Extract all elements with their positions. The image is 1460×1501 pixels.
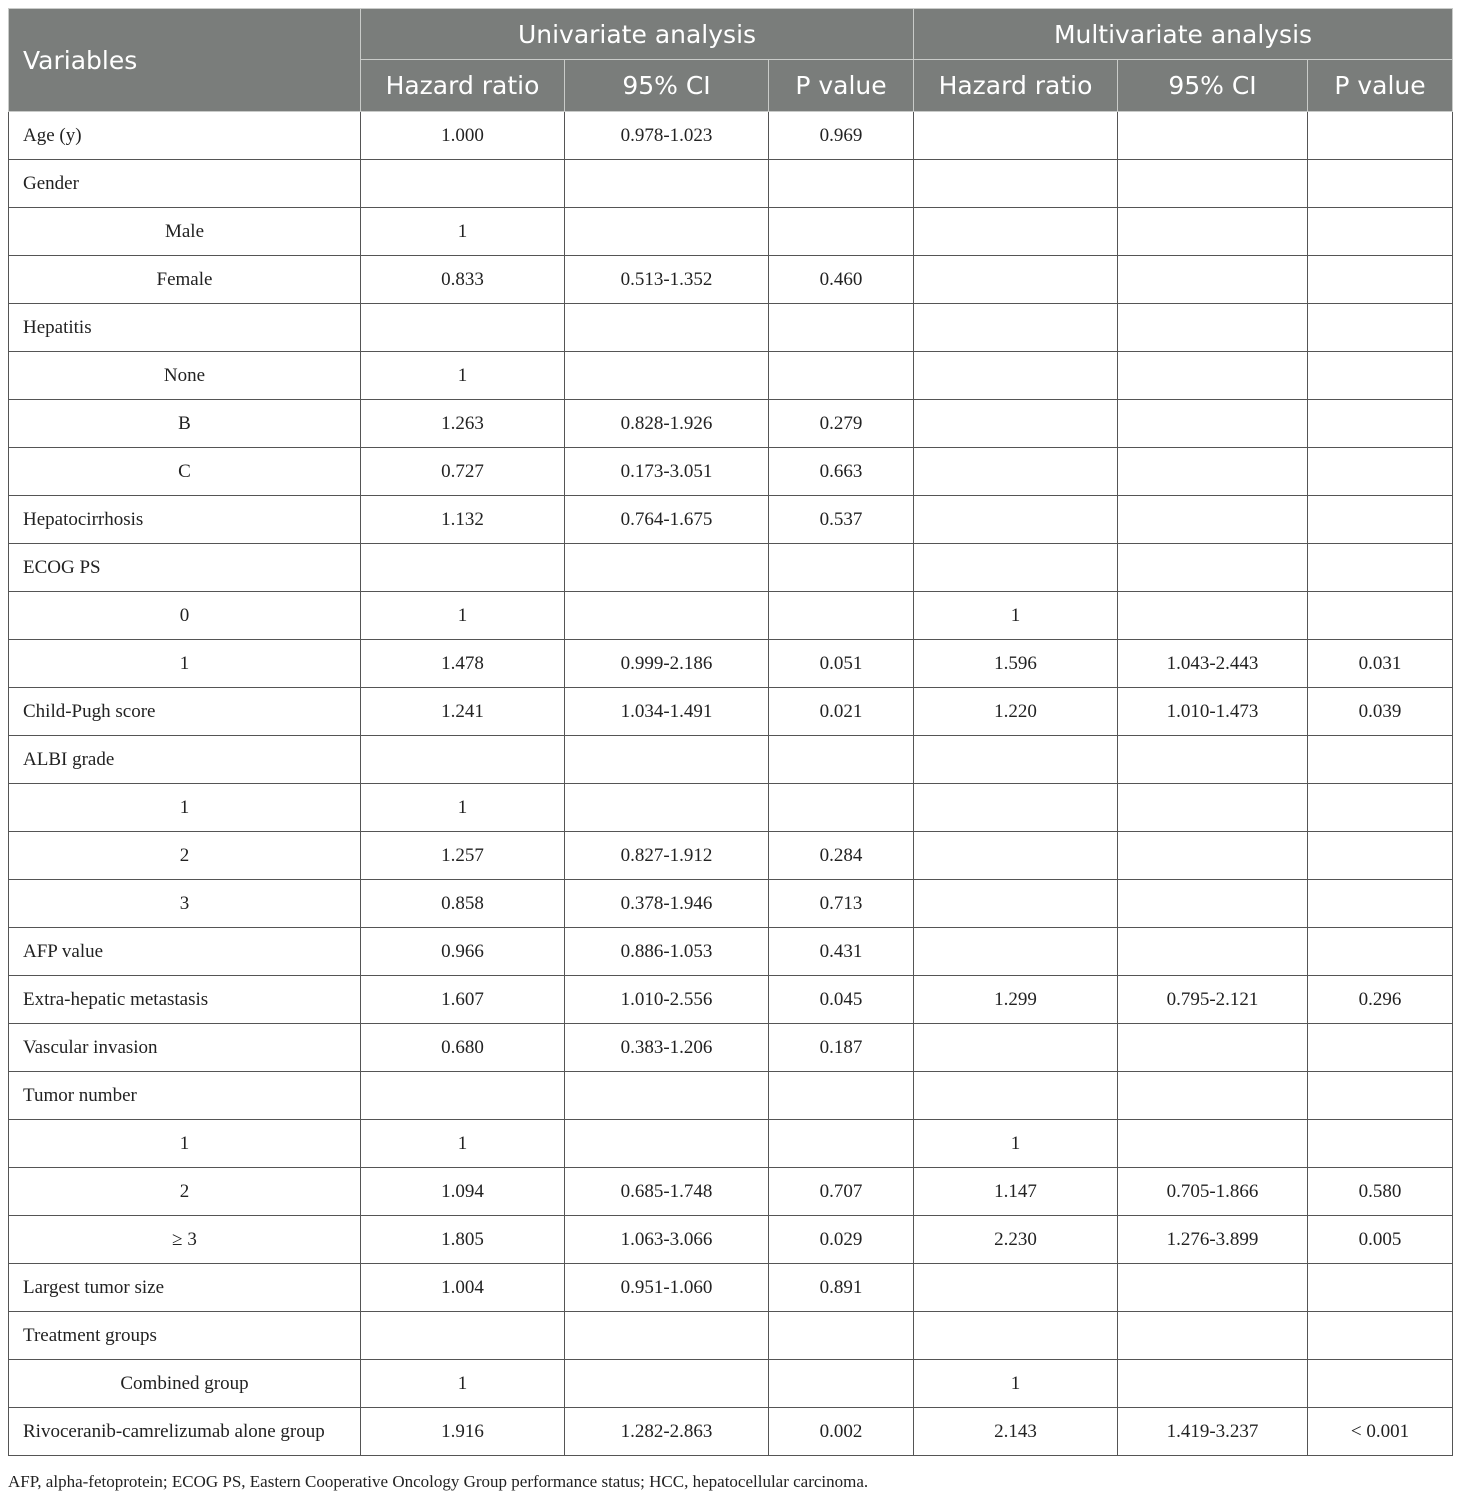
multi-hazard-ratio-cell: 1 [914, 1120, 1118, 1168]
multi-hazard-ratio-cell [914, 1312, 1118, 1360]
multi-ci-cell [1118, 1072, 1308, 1120]
uni-hazard-ratio-cell [361, 736, 565, 784]
uni-hazard-ratio-cell: 0.833 [361, 256, 565, 304]
multi-ci-cell: 1.419-3.237 [1118, 1408, 1308, 1456]
variable-label: Male [9, 208, 361, 256]
uni-hazard-ratio-cell: 1.241 [361, 688, 565, 736]
multi-ci-cell: 1.276-3.899 [1118, 1216, 1308, 1264]
multi-hazard-ratio-cell [914, 544, 1118, 592]
uni-p-value-cell [769, 1072, 914, 1120]
uni-p-value-cell: 0.431 [769, 928, 914, 976]
multi-ci-cell [1118, 112, 1308, 160]
multi-hazard-ratio-cell [914, 352, 1118, 400]
table-row [9, 592, 1453, 640]
multi-hazard-ratio-cell [914, 112, 1118, 160]
multi-ci-cell [1118, 832, 1308, 880]
multi-ci-cell [1118, 304, 1308, 352]
uni-p-value-cell: 0.187 [769, 1024, 914, 1072]
variable-label: ECOG PS [9, 544, 361, 592]
uni-p-value-cell: 0.707 [769, 1168, 914, 1216]
table-row [9, 400, 1453, 448]
multi-hazard-ratio-cell [914, 880, 1118, 928]
uni-p-value-cell [769, 304, 914, 352]
variable-label: None [9, 352, 361, 400]
uni-p-value-cell: 0.029 [769, 1216, 914, 1264]
uni-p-value-cell [769, 1312, 914, 1360]
uni-ci-cell [565, 1360, 769, 1408]
multi-ci-cell [1118, 736, 1308, 784]
multi-ci-cell [1118, 208, 1308, 256]
table-body [9, 112, 1453, 1456]
table-row [9, 1312, 1453, 1360]
uni-ci-cell [565, 208, 769, 256]
uni-hazard-ratio-cell [361, 160, 565, 208]
table-row [9, 1024, 1453, 1072]
multi-hazard-ratio-cell [914, 784, 1118, 832]
uni-p-value-cell [769, 208, 914, 256]
uni-p-value-header: P value [769, 60, 914, 112]
table-row [9, 928, 1453, 976]
multi-ci-cell [1118, 544, 1308, 592]
multivariate-header: Multivariate analysis [914, 9, 1453, 60]
uni-hazard-ratio-cell: 0.727 [361, 448, 565, 496]
multi-ci-cell [1118, 1024, 1308, 1072]
variable-label: AFP value [9, 928, 361, 976]
uni-hazard-ratio-cell: 1.805 [361, 1216, 565, 1264]
variable-label: Gender [9, 160, 361, 208]
variable-label: Hepatocirrhosis [9, 496, 361, 544]
uni-hazard-ratio-cell: 1.257 [361, 832, 565, 880]
variable-label: 0 [9, 592, 361, 640]
uni-ci-cell: 0.685-1.748 [565, 1168, 769, 1216]
variable-label: 1 [9, 640, 361, 688]
table-row [9, 304, 1453, 352]
table-row [9, 1168, 1453, 1216]
uni-p-value-cell [769, 592, 914, 640]
uni-ci-cell [565, 1312, 769, 1360]
uni-p-value-cell: 0.713 [769, 880, 914, 928]
table-row [9, 976, 1453, 1024]
uni-p-value-cell [769, 352, 914, 400]
table-row [9, 1264, 1453, 1312]
multi-ci-cell [1118, 880, 1308, 928]
uni-ci-cell [565, 160, 769, 208]
table-row [9, 256, 1453, 304]
uni-ci-cell: 0.378-1.946 [565, 880, 769, 928]
multi-p-value-cell [1308, 736, 1453, 784]
multi-p-value-cell: 0.296 [1308, 976, 1453, 1024]
uni-ci-cell: 0.978-1.023 [565, 112, 769, 160]
uni-ci-cell: 1.034-1.491 [565, 688, 769, 736]
multi-ci-cell [1118, 160, 1308, 208]
uni-hazard-ratio-cell: 1 [361, 352, 565, 400]
multi-p-value-cell [1308, 304, 1453, 352]
multi-p-value-cell: 0.031 [1308, 640, 1453, 688]
multi-p-value-header: P value [1308, 60, 1453, 112]
multi-p-value-cell [1308, 400, 1453, 448]
multi-p-value-cell [1308, 592, 1453, 640]
multi-p-value-cell [1308, 1360, 1453, 1408]
variable-label: Hepatitis [9, 304, 361, 352]
uni-ci-cell: 1.282-2.863 [565, 1408, 769, 1456]
uni-p-value-cell [769, 736, 914, 784]
uni-p-value-cell: 0.537 [769, 496, 914, 544]
multi-p-value-cell [1308, 832, 1453, 880]
uni-hazard-ratio-cell: 1.607 [361, 976, 565, 1024]
variable-label: Vascular invasion [9, 1024, 361, 1072]
multi-hazard-ratio-cell: 1.596 [914, 640, 1118, 688]
table-row [9, 160, 1453, 208]
multi-ci-cell [1118, 1264, 1308, 1312]
uni-hazard-ratio-cell [361, 544, 565, 592]
table-row [9, 1216, 1453, 1264]
uni-ci-cell: 1.063-3.066 [565, 1216, 769, 1264]
uni-p-value-cell: 0.045 [769, 976, 914, 1024]
uni-ci-cell: 1.010-2.556 [565, 976, 769, 1024]
multi-p-value-cell: < 0.001 [1308, 1408, 1453, 1456]
table-row [9, 496, 1453, 544]
multi-p-value-cell [1308, 448, 1453, 496]
uni-p-value-cell [769, 544, 914, 592]
uni-hazard-ratio-cell [361, 304, 565, 352]
table-row [9, 1120, 1453, 1168]
multi-hazard-ratio-cell [914, 256, 1118, 304]
multi-hazard-ratio-cell [914, 928, 1118, 976]
uni-hazard-ratio-cell: 1 [361, 592, 565, 640]
multi-hazard-ratio-cell: 1.299 [914, 976, 1118, 1024]
uni-hazard-ratio-cell: 1 [361, 1120, 565, 1168]
uni-p-value-cell [769, 784, 914, 832]
uni-p-value-cell: 0.002 [769, 1408, 914, 1456]
multi-ci-cell [1118, 592, 1308, 640]
multi-p-value-cell [1308, 544, 1453, 592]
uni-p-value-cell: 0.663 [769, 448, 914, 496]
uni-hazard-ratio-cell: 1.004 [361, 1264, 565, 1312]
variable-label: Female [9, 256, 361, 304]
variable-label: 3 [9, 880, 361, 928]
variable-label: ALBI grade [9, 736, 361, 784]
multi-ci-cell [1118, 352, 1308, 400]
multi-hazard-ratio-cell: 2.143 [914, 1408, 1118, 1456]
variable-label: Extra-hepatic metastasis [9, 976, 361, 1024]
uni-ci-cell: 0.383-1.206 [565, 1024, 769, 1072]
uni-p-value-cell: 0.969 [769, 112, 914, 160]
uni-hazard-ratio-cell: 1 [361, 208, 565, 256]
multi-hazard-ratio-cell [914, 400, 1118, 448]
multi-hazard-ratio-cell [914, 496, 1118, 544]
multi-p-value-cell [1308, 160, 1453, 208]
uni-ci-cell: 0.513-1.352 [565, 256, 769, 304]
uni-hazard-ratio-cell: 1.263 [361, 400, 565, 448]
multi-hazard-ratio-header: Hazard ratio [914, 60, 1118, 112]
multi-hazard-ratio-cell [914, 1024, 1118, 1072]
table-row [9, 1408, 1453, 1456]
variables-header: Variables [9, 9, 361, 112]
multi-hazard-ratio-cell [914, 160, 1118, 208]
multi-ci-cell [1118, 400, 1308, 448]
variable-label: Age (y) [9, 112, 361, 160]
variable-label: Treatment groups [9, 1312, 361, 1360]
uni-p-value-cell: 0.279 [769, 400, 914, 448]
multi-hazard-ratio-cell: 2.230 [914, 1216, 1118, 1264]
variable-label: C [9, 448, 361, 496]
multi-p-value-cell: 0.580 [1308, 1168, 1453, 1216]
uni-ci-cell: 0.764-1.675 [565, 496, 769, 544]
header-row-groups [9, 9, 1453, 60]
table-row [9, 640, 1453, 688]
multi-ci-cell [1118, 448, 1308, 496]
uni-hazard-ratio-cell: 1.916 [361, 1408, 565, 1456]
uni-p-value-cell: 0.891 [769, 1264, 914, 1312]
uni-ci-cell: 0.828-1.926 [565, 400, 769, 448]
table-row [9, 688, 1453, 736]
multi-ci-header: 95% CI [1118, 60, 1308, 112]
multi-p-value-cell [1308, 784, 1453, 832]
multi-p-value-cell [1308, 208, 1453, 256]
uni-p-value-cell: 0.051 [769, 640, 914, 688]
uni-ci-cell [565, 1072, 769, 1120]
uni-ci-cell [565, 1120, 769, 1168]
multi-hazard-ratio-cell [914, 1072, 1118, 1120]
uni-hazard-ratio-cell [361, 1312, 565, 1360]
multi-hazard-ratio-cell: 1.220 [914, 688, 1118, 736]
uni-hazard-ratio-header: Hazard ratio [361, 60, 565, 112]
multi-ci-cell [1118, 1360, 1308, 1408]
multi-ci-cell [1118, 784, 1308, 832]
uni-hazard-ratio-cell: 1 [361, 1360, 565, 1408]
multi-p-value-cell [1308, 928, 1453, 976]
uni-hazard-ratio-cell: 0.680 [361, 1024, 565, 1072]
uni-ci-cell [565, 592, 769, 640]
multi-ci-cell [1118, 1312, 1308, 1360]
uni-p-value-cell [769, 1120, 914, 1168]
uni-ci-cell: 0.173-3.051 [565, 448, 769, 496]
uni-hazard-ratio-cell: 0.966 [361, 928, 565, 976]
variable-label: Child-Pugh score [9, 688, 361, 736]
table-row [9, 112, 1453, 160]
variable-label: 2 [9, 1168, 361, 1216]
table-row [9, 352, 1453, 400]
multi-hazard-ratio-cell: 1 [914, 592, 1118, 640]
uni-p-value-cell [769, 1360, 914, 1408]
multi-ci-cell [1118, 496, 1308, 544]
table-row [9, 880, 1453, 928]
uni-ci-cell [565, 352, 769, 400]
uni-hazard-ratio-cell [361, 1072, 565, 1120]
uni-hazard-ratio-cell: 0.858 [361, 880, 565, 928]
uni-hazard-ratio-cell: 1.132 [361, 496, 565, 544]
multi-hazard-ratio-cell [914, 208, 1118, 256]
uni-ci-cell: 0.827-1.912 [565, 832, 769, 880]
multi-p-value-cell [1308, 1072, 1453, 1120]
uni-ci-cell: 0.951-1.060 [565, 1264, 769, 1312]
multi-hazard-ratio-cell: 1.147 [914, 1168, 1118, 1216]
uni-ci-cell [565, 736, 769, 784]
multi-hazard-ratio-cell [914, 448, 1118, 496]
multi-ci-cell [1118, 1120, 1308, 1168]
variable-label: 1 [9, 1120, 361, 1168]
variable-label: Tumor number [9, 1072, 361, 1120]
multi-p-value-cell [1308, 256, 1453, 304]
uni-p-value-cell: 0.021 [769, 688, 914, 736]
multi-hazard-ratio-cell: 1 [914, 1360, 1118, 1408]
multi-p-value-cell [1308, 880, 1453, 928]
table-row [9, 544, 1453, 592]
regression-table [8, 8, 1453, 1456]
table-row [9, 448, 1453, 496]
multi-hazard-ratio-cell [914, 832, 1118, 880]
uni-ci-cell: 0.999-2.186 [565, 640, 769, 688]
variable-label: ≥ 3 [9, 1216, 361, 1264]
multi-p-value-cell [1308, 1024, 1453, 1072]
variable-label: Largest tumor size [9, 1264, 361, 1312]
multi-ci-cell: 0.795-2.121 [1118, 976, 1308, 1024]
uni-p-value-cell: 0.284 [769, 832, 914, 880]
multi-p-value-cell [1308, 352, 1453, 400]
uni-ci-cell [565, 544, 769, 592]
multi-p-value-cell [1308, 1120, 1453, 1168]
multi-p-value-cell [1308, 112, 1453, 160]
multi-p-value-cell [1308, 496, 1453, 544]
univariate-header: Univariate analysis [361, 9, 914, 60]
table-row [9, 784, 1453, 832]
uni-hazard-ratio-cell: 1.094 [361, 1168, 565, 1216]
multi-hazard-ratio-cell [914, 1264, 1118, 1312]
multi-hazard-ratio-cell [914, 736, 1118, 784]
table-row [9, 208, 1453, 256]
multi-ci-cell [1118, 256, 1308, 304]
uni-ci-header: 95% CI [565, 60, 769, 112]
uni-p-value-cell [769, 160, 914, 208]
multi-ci-cell: 1.043-2.443 [1118, 640, 1308, 688]
multi-ci-cell: 0.705-1.866 [1118, 1168, 1308, 1216]
uni-hazard-ratio-cell: 1.000 [361, 112, 565, 160]
multi-p-value-cell [1308, 1264, 1453, 1312]
table-footnote: AFP, alpha-fetoprotein; ECOG PS, Eastern Cooperative Oncology Group performance status; HCC, hepatocellular carcinoma. [8, 1472, 869, 1491]
table-row [9, 1360, 1453, 1408]
uni-hazard-ratio-cell: 1.478 [361, 640, 565, 688]
table-row [9, 1072, 1453, 1120]
uni-hazard-ratio-cell: 1 [361, 784, 565, 832]
multi-ci-cell [1118, 928, 1308, 976]
uni-ci-cell: 0.886-1.053 [565, 928, 769, 976]
uni-p-value-cell: 0.460 [769, 256, 914, 304]
uni-ci-cell [565, 784, 769, 832]
variable-label: 2 [9, 832, 361, 880]
variable-label: Rivoceranib-camrelizumab alone group [9, 1408, 361, 1456]
multi-hazard-ratio-cell [914, 304, 1118, 352]
table-row [9, 832, 1453, 880]
multi-p-value-cell: 0.005 [1308, 1216, 1453, 1264]
variable-label: B [9, 400, 361, 448]
variable-label: Combined group [9, 1360, 361, 1408]
multi-p-value-cell [1308, 1312, 1453, 1360]
variable-label: 1 [9, 784, 361, 832]
table-row [9, 736, 1453, 784]
multi-ci-cell: 1.010-1.473 [1118, 688, 1308, 736]
multi-p-value-cell: 0.039 [1308, 688, 1453, 736]
uni-ci-cell [565, 304, 769, 352]
